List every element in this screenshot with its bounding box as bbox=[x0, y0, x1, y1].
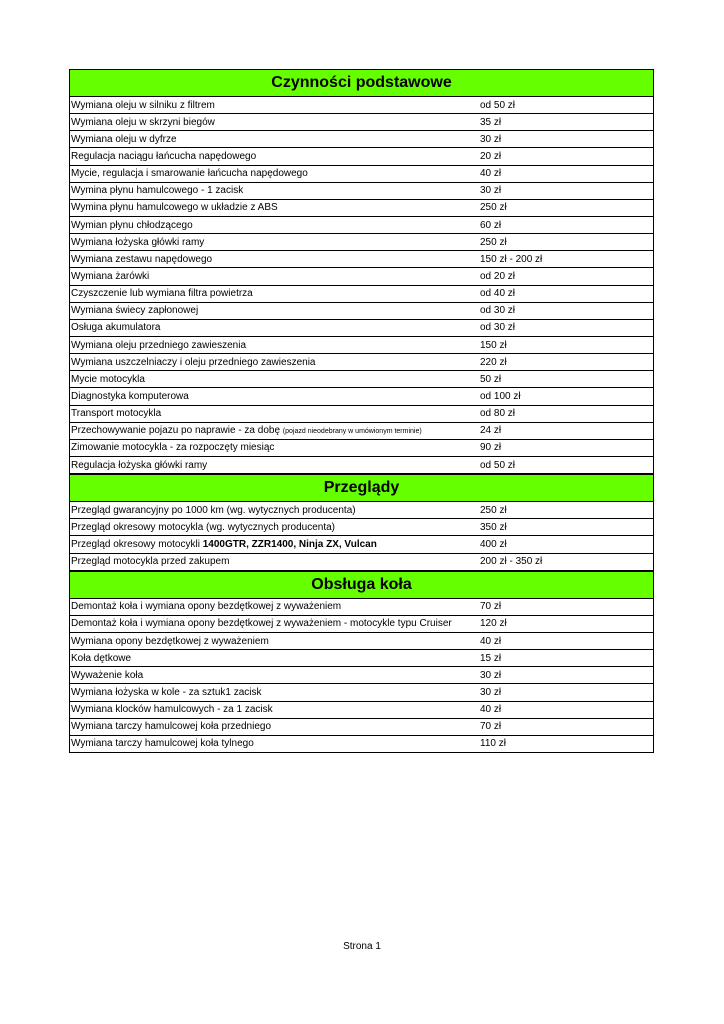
service-text: Przegląd gwarancyjny po 1000 km (wg. wytycznych producenta) bbox=[71, 504, 356, 516]
table-row bbox=[70, 200, 653, 217]
price-list-table bbox=[69, 69, 654, 753]
table-row bbox=[70, 183, 653, 200]
service-text: Wymiana tarczy hamulcowej koła tylnego bbox=[71, 738, 254, 750]
service-price: 250 zł bbox=[480, 202, 507, 214]
service-text: Czyszczenie lub wymiana filtra powietrza bbox=[71, 288, 253, 300]
service-text: Wymina płynu hamulcowego w układzie z ABS bbox=[71, 202, 278, 214]
service-price: 35 zł bbox=[480, 116, 502, 128]
service-price: 24 zł bbox=[480, 425, 502, 437]
service-name bbox=[70, 237, 478, 248]
service-name bbox=[70, 185, 478, 196]
table-row bbox=[70, 633, 653, 650]
service-name bbox=[70, 539, 478, 550]
service-text: Wymina płynu hamulcowego - 1 zacisk bbox=[71, 185, 244, 197]
service-name bbox=[70, 670, 478, 681]
service-text: Wymian płynu chłodzącego bbox=[71, 219, 193, 231]
table-row bbox=[70, 519, 653, 536]
service-note: (pojazd nieodebrany w umówionym terminie) bbox=[282, 428, 422, 436]
service-name bbox=[70, 721, 478, 732]
service-name bbox=[70, 288, 478, 299]
service-price: 30 zł bbox=[480, 669, 502, 681]
service-price: 40 zł bbox=[480, 168, 502, 180]
service-price: 350 zł bbox=[480, 521, 507, 533]
service-price: od 80 zł bbox=[480, 408, 516, 420]
service-text: Przegląd okresowy motocykla (wg. wytycznych producenta) bbox=[71, 521, 335, 533]
service-name bbox=[70, 704, 478, 715]
service-price: 40 zł bbox=[480, 704, 502, 716]
service-text: Wymiana opony bezdętkowej z wyważeniem bbox=[71, 635, 269, 647]
service-text: Mycie, regulacja i smarowanie łańcucha napędowego bbox=[71, 168, 308, 180]
service-name bbox=[70, 653, 478, 664]
service-text: Regulacja naciągu łańcucha napędowego bbox=[71, 150, 257, 162]
service-price: 90 zł bbox=[480, 442, 502, 454]
service-text: Koła dętkowe bbox=[71, 652, 132, 664]
service-name bbox=[70, 100, 478, 111]
table-row bbox=[70, 337, 653, 354]
service-name bbox=[70, 556, 478, 567]
service-text: Wymiana oleju przedniego zawieszenia bbox=[71, 339, 247, 351]
service-text: Mycie motocykla bbox=[71, 373, 145, 385]
service-name bbox=[70, 357, 478, 368]
service-price: od 100 zł bbox=[480, 390, 521, 402]
service-price: 20 zł bbox=[480, 150, 502, 162]
table-row bbox=[70, 650, 653, 667]
service-text: Wymiana łożyska w kole - za sztuk1 zacisk bbox=[71, 686, 262, 698]
service-name bbox=[70, 254, 478, 265]
service-price: 150 zł bbox=[480, 339, 507, 351]
service-name bbox=[70, 340, 478, 351]
table-row bbox=[70, 131, 653, 148]
service-text: Przegląd okresowy motocykli bbox=[71, 538, 203, 550]
service-text: Wymiana łożyska główki ramy bbox=[71, 236, 205, 248]
service-price: 50 zł bbox=[480, 373, 502, 385]
table-row bbox=[70, 684, 653, 701]
service-text: Wyważenie koła bbox=[71, 669, 144, 681]
service-text: Wymiana oleju w dyfrze bbox=[71, 133, 177, 145]
service-name bbox=[70, 117, 478, 128]
service-name bbox=[70, 687, 478, 698]
table-row bbox=[70, 234, 653, 251]
service-name bbox=[70, 168, 478, 179]
service-name bbox=[70, 322, 478, 333]
service-name bbox=[70, 391, 478, 402]
service-text: Przechowywanie pojazu po naprawie - za dobę bbox=[71, 425, 283, 437]
service-price: 30 zł bbox=[480, 133, 502, 145]
service-price: 250 zł bbox=[480, 236, 507, 248]
table-row bbox=[70, 388, 653, 405]
service-text: Wymiana żarówki bbox=[71, 270, 150, 282]
service-price: 200 zł - 350 zł bbox=[480, 556, 543, 568]
table-row bbox=[70, 502, 653, 519]
service-name bbox=[70, 460, 478, 471]
service-text: Transport motocykla bbox=[71, 408, 162, 420]
service-text: Wymiana zestawu napędowego bbox=[71, 253, 213, 265]
service-text: Wymiana tarczy hamulcowej koła przedniego bbox=[71, 721, 271, 733]
table-row bbox=[70, 616, 653, 633]
page-number: Strona 1 bbox=[343, 941, 381, 952]
service-text: Regulacja łożyska główki ramy bbox=[71, 459, 208, 471]
section-header-obsluga-kola: Obsługa koła bbox=[70, 571, 653, 599]
service-price: 30 zł bbox=[480, 686, 502, 698]
service-price: od 50 zł bbox=[480, 459, 516, 471]
table-row bbox=[70, 719, 653, 736]
table-row bbox=[70, 354, 653, 371]
service-price: 15 zł bbox=[480, 652, 502, 664]
table-row bbox=[70, 599, 653, 616]
service-price: od 50 zł bbox=[480, 99, 516, 111]
service-name bbox=[70, 374, 478, 385]
table-row bbox=[70, 440, 653, 457]
service-text: Wymiana oleju w silniku z filtrem bbox=[71, 99, 215, 111]
service-price: od 40 zł bbox=[480, 288, 516, 300]
service-price: 120 zł bbox=[480, 618, 507, 630]
table-row bbox=[70, 536, 653, 553]
service-models: 1400GTR, ZZR1400, Ninja ZX, Vulcan bbox=[202, 538, 377, 550]
service-text: Demontaż koła i wymiana opony bezdętkowej z wyważeniem - motocykle typu Cruiser bbox=[71, 618, 452, 630]
table-row bbox=[70, 457, 653, 474]
service-text: Osługa akumulatora bbox=[71, 322, 161, 334]
service-text: Diagnostyka komputerowa bbox=[71, 390, 189, 402]
service-price: 70 zł bbox=[480, 721, 502, 733]
service-price: 250 zł bbox=[480, 504, 507, 516]
table-row bbox=[70, 423, 653, 440]
service-name bbox=[70, 442, 478, 453]
service-text: Zimowanie motocykla - za rozpoczęty miesiąc bbox=[71, 442, 275, 454]
service-price: 40 zł bbox=[480, 635, 502, 647]
service-text: Demontaż koła i wymiana opony bezdętkowej z wyważeniem bbox=[71, 601, 342, 613]
service-price: 400 zł bbox=[480, 538, 507, 550]
service-name bbox=[70, 522, 478, 533]
service-text: Wymiana klocków hamulcowych - za 1 zacisk bbox=[71, 704, 273, 716]
service-name bbox=[70, 134, 478, 145]
table-row bbox=[70, 217, 653, 234]
service-price: 30 zł bbox=[480, 185, 502, 197]
service-name bbox=[70, 738, 478, 749]
table-row bbox=[70, 97, 653, 114]
service-price: 150 zł - 200 zł bbox=[480, 253, 543, 265]
table-row bbox=[70, 148, 653, 165]
table-row bbox=[70, 114, 653, 131]
table-row bbox=[70, 554, 653, 571]
service-price: 110 zł bbox=[480, 738, 506, 750]
service-text: Wymiana oleju w skrzyni biegów bbox=[71, 116, 215, 128]
service-name bbox=[70, 305, 478, 316]
service-name bbox=[70, 636, 478, 647]
service-price: od 30 zł bbox=[480, 305, 516, 317]
table-row bbox=[70, 406, 653, 423]
table-row bbox=[70, 286, 653, 303]
service-text: Wymiana uszczelniaczy i oleju przedniego zawieszenia bbox=[71, 356, 316, 368]
service-name bbox=[70, 271, 478, 282]
table-row bbox=[70, 667, 653, 684]
table-row bbox=[70, 702, 653, 719]
service-name bbox=[70, 425, 478, 436]
service-price: od 20 zł bbox=[480, 270, 516, 282]
service-price: 70 zł bbox=[480, 601, 502, 613]
service-text: Przegląd motocykla przed zakupem bbox=[71, 556, 230, 568]
table-row bbox=[70, 268, 653, 285]
service-name bbox=[70, 601, 478, 612]
table-row bbox=[70, 371, 653, 388]
service-name bbox=[70, 408, 478, 419]
table-row bbox=[70, 736, 653, 753]
service-name bbox=[70, 220, 478, 231]
table-row bbox=[70, 251, 653, 268]
service-name bbox=[70, 202, 478, 213]
service-price: od 30 zł bbox=[480, 322, 516, 334]
section-header-czynnosci-podstawowe: Czynności podstawowe bbox=[70, 69, 653, 97]
table-row bbox=[70, 320, 653, 337]
section-header-przeglady: Przeglądy bbox=[70, 474, 653, 502]
table-row bbox=[70, 166, 653, 183]
service-price: 220 zł bbox=[480, 356, 507, 368]
service-text: Wymiana świecy zapłonowej bbox=[71, 305, 199, 317]
service-name bbox=[70, 505, 478, 516]
service-name bbox=[70, 618, 478, 629]
table-row bbox=[70, 303, 653, 320]
service-name bbox=[70, 151, 478, 162]
service-price: 60 zł bbox=[480, 219, 502, 231]
